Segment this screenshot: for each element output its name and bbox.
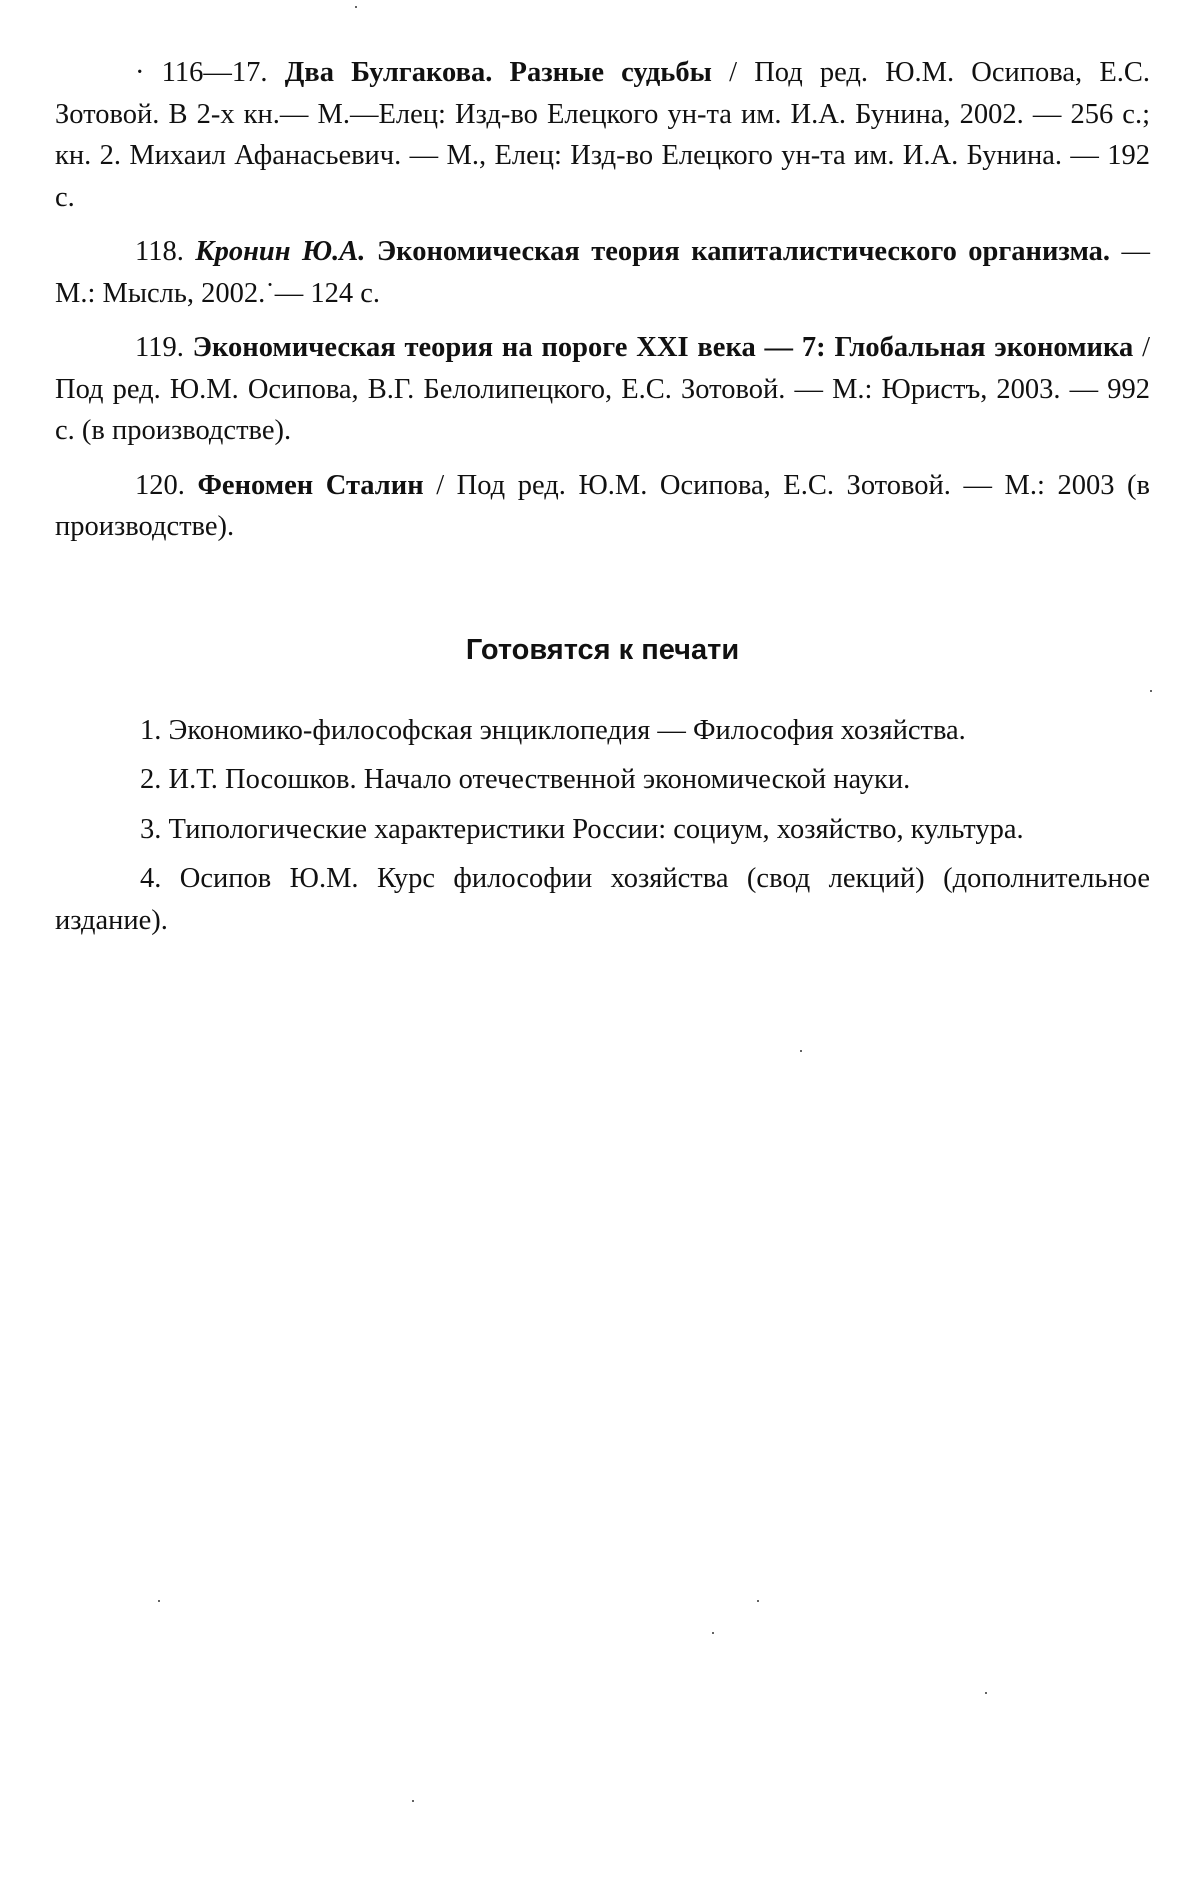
entry-title: Экономическая теория капиталистического организма. (365, 236, 1111, 267)
entry-title: Два Булгакова. Разные судьбы (284, 57, 712, 88)
scan-speck (412, 1800, 414, 1802)
entry-title: Экономическая теория на пороге XXI века — 7: Глобальная экономика (192, 332, 1134, 363)
forthcoming-item-2: 2. И.Т. Посошков. Начало отечественной экономической науки. (140, 764, 911, 795)
entry-details: — М.: Мысль, 2002.˙— 124 с. (55, 236, 1150, 309)
entry-details: / Под ред. Ю.М. Осипова, Е.С. Зотовой. В 2-х кн.— М.—Елец: Изд-во Елецкого ун-та им. И.А. Бунина, 2002. — 256 с.; кн. 2. Михаил Афанасьевич. — М., Елец: Изд-во Елецкого ун-та им. И.А. Бунина. — 192 с. (55, 57, 1151, 213)
scan-speck (355, 6, 357, 8)
entry-number: 119. (135, 332, 193, 363)
entry-number: · 116—17. (135, 57, 285, 88)
bibliography-entry-120 (55, 465, 1150, 548)
forthcoming-item-3: 3. Типологические характеристики России: социум, хозяйство, культура. (140, 813, 1024, 845)
scan-speck (712, 1632, 714, 1634)
scan-speck (985, 1692, 987, 1694)
forthcoming-item-1: 1. Экономико-философская энциклопедия — Философия хозяйства. (140, 714, 966, 746)
section-title: Готовятся к печати (465, 633, 740, 666)
bibliography-entry-119 (55, 327, 1150, 452)
entry-author: Кронин Ю.А. (195, 236, 366, 267)
forthcoming-item-4: 4. Осипов Ю.М. Курс философии хозяйства (свод лекций) (дополнительное издание). (55, 863, 1150, 936)
scan-speck (800, 1050, 802, 1052)
entry-number: 120. (135, 469, 198, 501)
bibliography-entry-116 (55, 52, 1150, 218)
scan-speck (757, 1600, 759, 1602)
entry-details: / Под ред. Ю.М. Осипова, В.Г. Белолипецкого, Е.С. Зотовой. — М.: Юристъ, 2003. — 992 с. (в производстве). (55, 332, 1150, 446)
entry-title: Феномен Сталин (197, 469, 424, 501)
entry-number: 118. (135, 236, 196, 267)
scan-speck (1150, 690, 1152, 692)
entry-details: / Под ред. Ю.М. Осипова, Е.С. Зотовой. — М.: 2003 (в производстве). (55, 469, 1150, 542)
page-content (55, 52, 1150, 949)
bibliography-entry-118 (55, 231, 1150, 314)
scan-speck (158, 1600, 160, 1602)
